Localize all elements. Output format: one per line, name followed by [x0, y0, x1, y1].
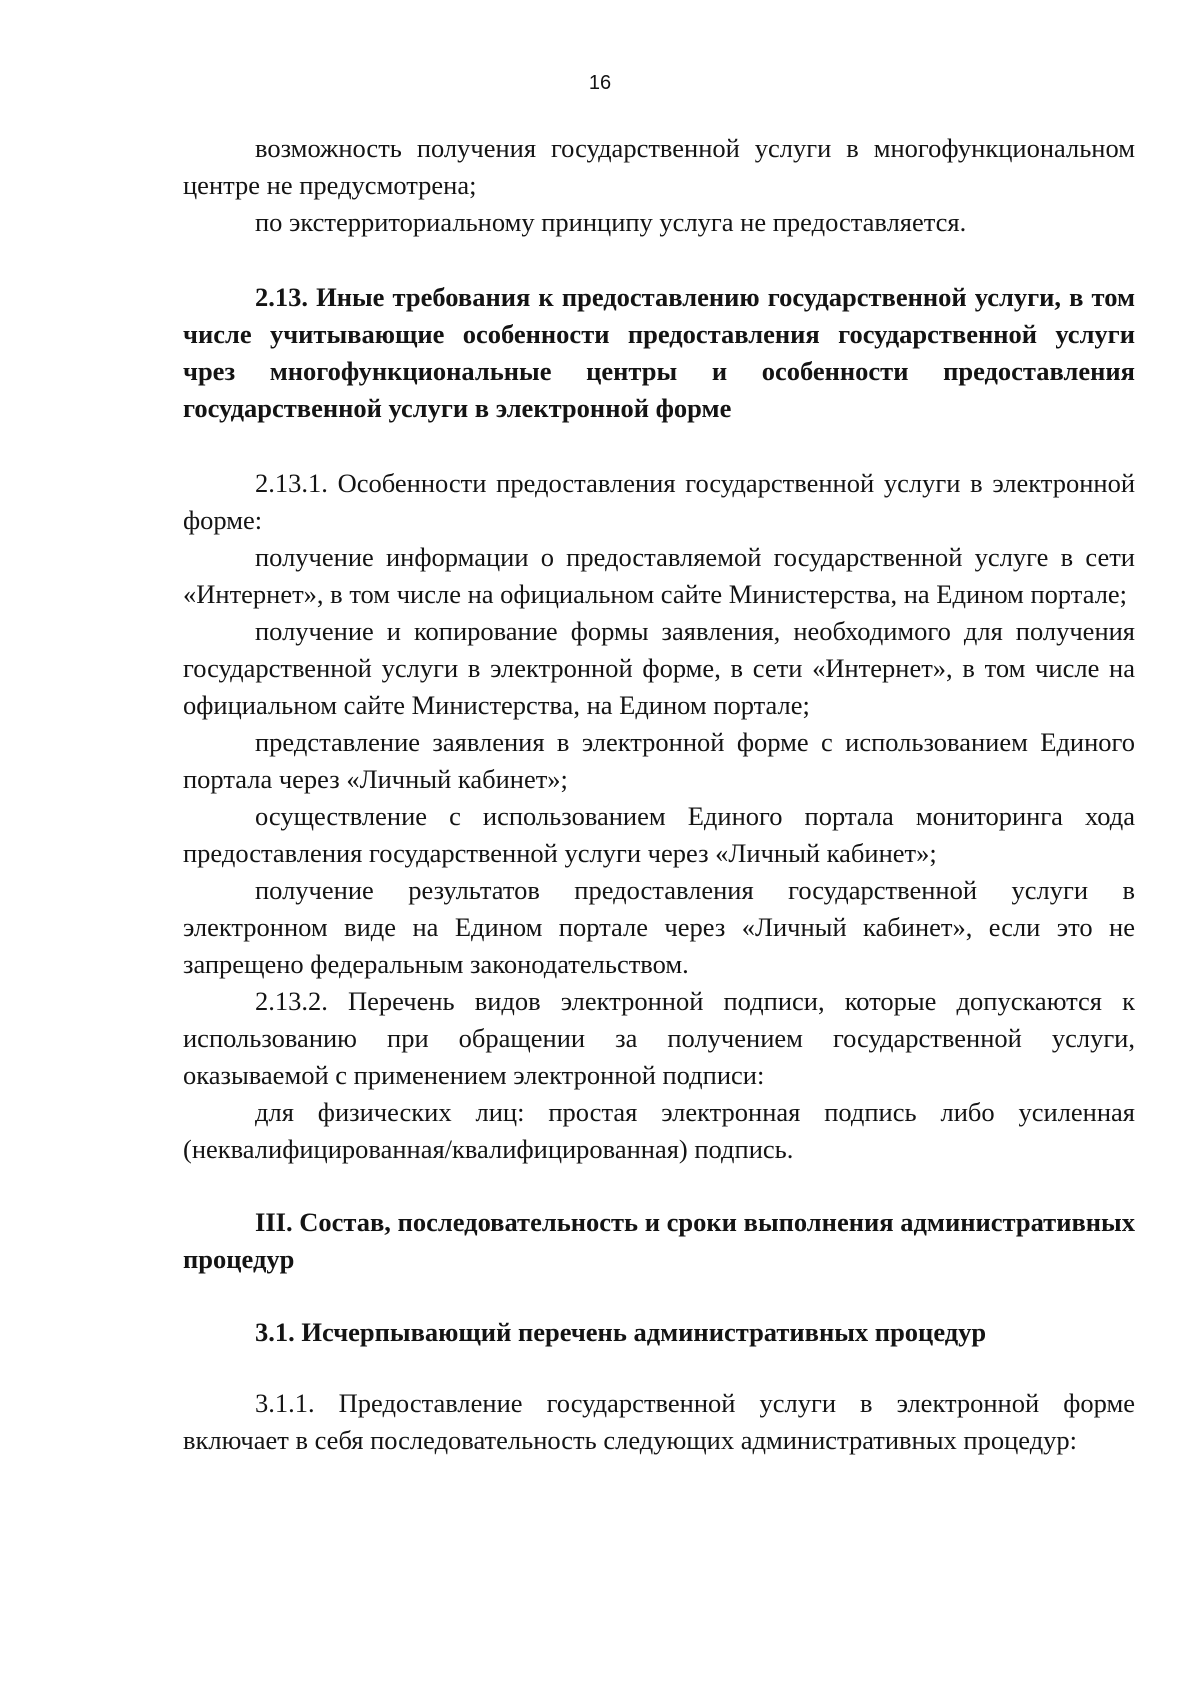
paragraph-signature-types: для физических лиц: простая электронная подпись либо усиленная (неквалифицированная/квалифицированная) подпись.: [183, 1097, 1135, 1164]
paragraph-3-1-1: 3.1.1. Предоставление государственной услуги в электронной форме включает в себя последовательность следующих административных процедур:: [183, 1388, 1135, 1455]
paragraph-form-copy: получение и копирование формы заявления, необходимого для получения государственной услуги в электронной форме, в сети «Интернет», в том числе на официальном сайте Министерства, на Едином портале;: [183, 616, 1135, 720]
paragraph-mfc-not-provided: возможность получения государственной услуги в многофункциональном центре не предусмотрена;: [183, 133, 1135, 200]
section-3-1-heading: 3.1. Исчерпывающий перечень административных процедур: [255, 1317, 987, 1347]
page-number: 16: [588, 72, 612, 94]
paragraph-extraterritorial: по экстерриториальному принципу услуга не предоставляется.: [255, 207, 967, 237]
section-2-13-heading: 2.13. Иные требования к предоставлению государственной услуги, в том числе учитывающие особенности предоставления государственной услуги чрез многофункциональные центры и особенности предоставления государственной услуги в электронной форме: [183, 282, 1135, 423]
paragraph-2-13-2: 2.13.2. Перечень видов электронной подписи, которые допускаются к использованию при обращении за получением государственной услуги, оказываемой с применением электронной подписи:: [183, 986, 1135, 1090]
paragraph-results: получение результатов предоставления государственной услуги в электронном виде на Едином портале через «Личный кабинет», если это не запрещено федеральным законодательством.: [183, 875, 1135, 979]
document-body: [183, 130, 1135, 1459]
paragraph-monitoring: осуществление с использованием Единого портала мониторинга хода предоставления государственной услуги через «Личный кабинет»;: [183, 801, 1135, 868]
paragraph-2-13-1: 2.13.1. Особенности предоставления государственной услуги в электронной форме:: [183, 468, 1135, 535]
section-III-heading: III. Состав, последовательность и сроки выполнения административных процедур: [183, 1207, 1135, 1274]
paragraph-info-internet: получение информации о предоставляемой государственной услуге в сети «Интернет», в том числе на официальном сайте Министерства, на Едином портале;: [183, 542, 1135, 609]
paragraph-submit-application: представление заявления в электронной форме с использованием Единого портала через «Личный кабинет»;: [183, 727, 1135, 794]
